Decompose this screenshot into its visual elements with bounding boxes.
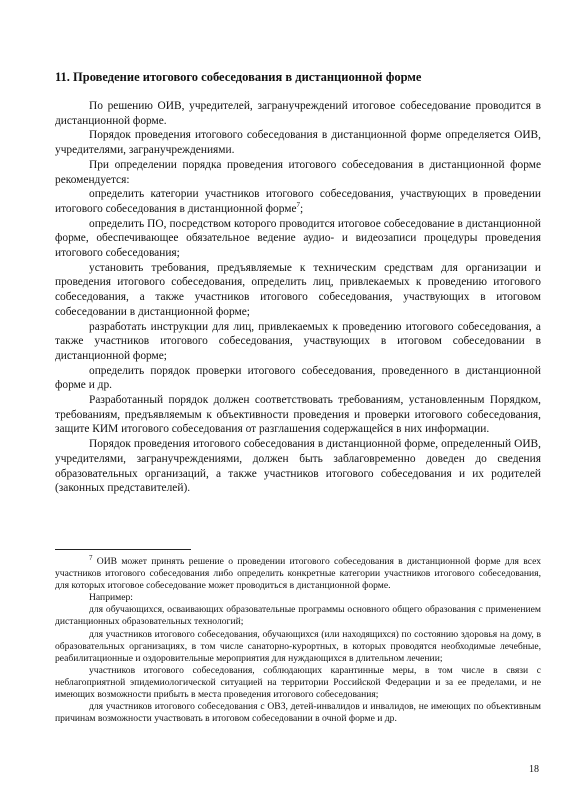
paragraph-text: определить категории участников итогового собеседования, участвующих в проведении итогового собеседования в дистанционной форме <box>55 188 541 215</box>
paragraph: При определении порядка проведения итогового собеседования в дистанционной форме рекомендуется: <box>55 158 541 186</box>
paragraph-punctuation: ; <box>300 202 304 215</box>
footnote-reference[interactable]: 7 <box>296 201 301 210</box>
paragraph: Разработанный порядок должен соответствовать требованиям, установленным Порядком, требованиям, предъявляемым к объективности проведения и проверки итогового собеседования, защите КИМ итогового собеседования от разглашения содержащейся в них информации. <box>55 394 541 436</box>
paragraph: Порядок проведения итогового собеседования в дистанционной форме, определенный ОИВ, учредителями, загранучреждениями, должен быть заблаговременно доведен до сведения образовательных организаций, а также участников итогового собеседования и их родителей (законных представителей). <box>55 438 541 495</box>
section-title: 11. Проведение итогового собеседования в дистанционной форме <box>55 70 422 84</box>
footnote-text: ОИВ может принять решение о проведении итогового собеседования в дистанционной форме для всех участников итогового собеседования либо определить конкретные категории участников итогового собеседования, для которых итоговое собеседование может проводиться в дистанционной форме. <box>55 556 541 592</box>
footnotes <box>55 553 541 725</box>
paragraph: Порядок проведения итогового собеседования в дистанционной форме определяется ОИВ, учредителями, загранучреждениями. <box>55 129 541 157</box>
footnote: участников итогового собеседования, соблюдающих карантинные меры, в том числе в связи с неблагоприятной эпидемиологической ситуацией на территории Российской Федерации и за ее пределами, и не имеющих возможности прибыть в места проведения итогового собеседования; <box>55 664 541 701</box>
footnote: Например: <box>89 592 133 604</box>
page-content <box>55 70 541 496</box>
paragraph: определить порядок проверки итогового собеседования, проведенного в дистанционной форме и др. <box>55 364 541 392</box>
footnote: для участников итогового собеседования, обучающихся (или находящихся) по состоянию здоровья на дому, в образовательных организациях, в том числе санаторно-курортных, в которых проводятся необходимые лечебные, реабилитационные и оздоровительные мероприятия для нуждающихся в длительном лечении; <box>55 628 541 664</box>
paragraph: установить требования, предъявляемые к техническим средствам для организации и проведения итогового собеседования, определить лиц, привлекаемых к проведению итогового собеседования, а также участников итогового собеседования, участвующих в итоговом собеседовании в дистанционной форме; <box>55 261 541 318</box>
footnote-separator <box>55 549 191 550</box>
page-number: 18 <box>529 764 539 775</box>
paragraph: разработать инструкции для лиц, привлекаемых к проведению итогового собеседования, а также участников итогового собеседования, участвующих в итоговом собеседовании в дистанционной форме; <box>55 320 541 362</box>
footnote: для обучающихся, осваивающих образовательные программы основного общего образования с применением дистанционных образовательных технологий; <box>55 604 541 628</box>
body-text <box>55 99 541 496</box>
footnote: для участников итогового собеседования с ОВЗ, детей-инвалидов и инвалидов, не имеющих по объективным причинам возможности участвовать в итоговом собеседовании в очной форме и др. <box>55 701 541 725</box>
paragraph: По решению ОИВ, учредителей, загранучреждений итоговое собеседование проводится в дистанционной форме. <box>55 100 541 127</box>
footnote-mark: 7 <box>89 553 93 562</box>
paragraph-with-footnote <box>55 187 541 216</box>
footnote <box>55 553 541 592</box>
paragraph: определить ПО, посредством которого проводится итоговое собеседование в дистанционной форме, обеспечивающее обязательное ведение аудио- и видеозаписи процедуры проведения итогового собеседования; <box>55 217 541 260</box>
